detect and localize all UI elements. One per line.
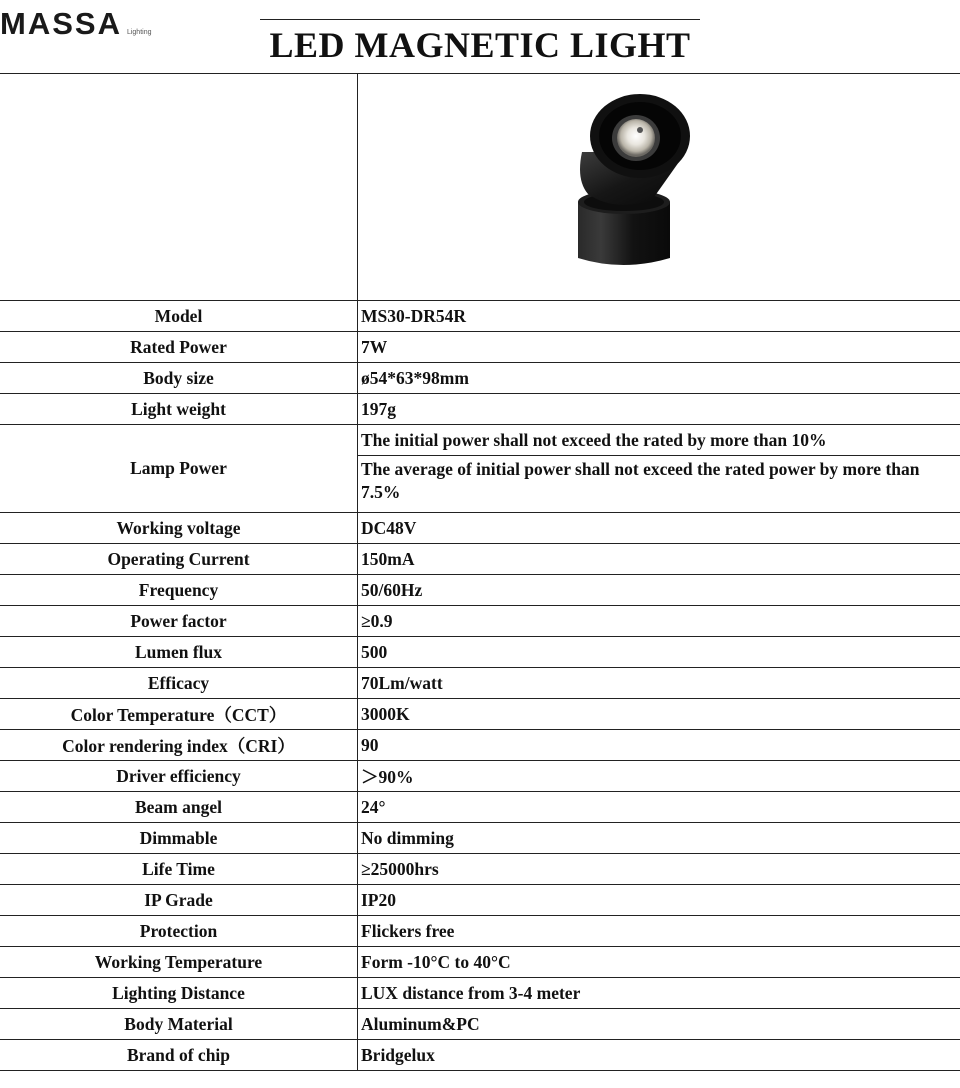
- spec-row-operating-current: [0, 544, 960, 575]
- spec-label-efficacy: Efficacy: [0, 668, 358, 699]
- page-title: LED MAGNETIC LIGHT: [269, 25, 691, 65]
- spec-row-color-temperature-cct: [0, 699, 960, 730]
- spec-value-lamp-power-2: The average of initial power shall not exceed the rated power by more than 7.5%: [358, 456, 960, 513]
- spec-row-working-temperature: [0, 947, 960, 978]
- brand-logo: [0, 6, 151, 40]
- spec-value-lighting-distance: LUX distance from 3-4 meter: [358, 978, 960, 1009]
- spec-table: [0, 73, 960, 1071]
- spec-value-color-temperature-cct: 3000K: [358, 699, 960, 730]
- spec-value-model: MS30-DR54R: [358, 301, 960, 332]
- spec-label-color-rendering-index-cri: Color rendering index（CRI）: [0, 730, 358, 761]
- header: [0, 0, 960, 74]
- spec-row-working-voltage: [0, 513, 960, 544]
- spec-value-rated-power: 7W: [358, 332, 960, 363]
- spec-value-brand-of-chip: Bridgelux: [358, 1040, 960, 1071]
- logo-text: MASSA: [0, 6, 122, 41]
- spec-label-operating-current: Operating Current: [0, 544, 358, 575]
- spec-row-body-size: [0, 363, 960, 394]
- spec-row-frequency: [0, 575, 960, 606]
- spec-value-working-voltage: DC48V: [358, 513, 960, 544]
- spec-row-color-rendering-index-cri: [0, 730, 960, 761]
- spec-value-body-material: Aluminum&PC: [358, 1009, 960, 1040]
- spec-value-dimmable: No dimming: [358, 823, 960, 854]
- spec-value-frequency: 50/60Hz: [358, 575, 960, 606]
- spec-row-protection: [0, 916, 960, 947]
- image-row-blank: [0, 74, 358, 301]
- spec-label-lumen-flux: Lumen flux: [0, 637, 358, 668]
- spec-label-working-temperature: Working Temperature: [0, 947, 358, 978]
- spec-label-power-factor: Power factor: [0, 606, 358, 637]
- lamp-icon: [574, 92, 704, 274]
- spec-label-rated-power: Rated Power: [0, 332, 358, 363]
- spec-row-ip-grade: [0, 885, 960, 916]
- spec-row-lighting-distance: [0, 978, 960, 1009]
- spec-value-power-factor: ≥0.9: [358, 606, 960, 637]
- spec-label-driver-efficiency: Driver efficiency: [0, 761, 358, 792]
- spec-label-lighting-distance: Lighting Distance: [0, 978, 358, 1009]
- spec-row-lamp-power-1: [0, 425, 960, 456]
- product-image-cell: [358, 74, 960, 301]
- spec-row-body-material: [0, 1009, 960, 1040]
- spec-value-beam-angel: 24°: [358, 792, 960, 823]
- spec-value-color-rendering-index-cri: 90: [358, 730, 960, 761]
- title-rule: [260, 19, 700, 20]
- spec-label-body-size: Body size: [0, 363, 358, 394]
- spec-value-body-size: ø54*63*98mm: [358, 363, 960, 394]
- spec-label-working-voltage: Working voltage: [0, 513, 358, 544]
- spec-row-light-weight: [0, 394, 960, 425]
- spec-value-driver-efficiency: ＞90%: [358, 761, 960, 792]
- spec-label-light-weight: Light weight: [0, 394, 358, 425]
- spec-row-model: [0, 301, 960, 332]
- spec-row-power-factor: [0, 606, 960, 637]
- spec-label-brand-of-chip: Brand of chip: [0, 1040, 358, 1071]
- spec-row-lumen-flux: [0, 637, 960, 668]
- spec-label-beam-angel: Beam angel: [0, 792, 358, 823]
- spec-value-life-time: ≥25000hrs: [358, 854, 960, 885]
- spec-row-efficacy: [0, 668, 960, 699]
- spec-value-ip-grade: IP20: [358, 885, 960, 916]
- spec-value-protection: Flickers free: [358, 916, 960, 947]
- spec-row-rated-power: [0, 332, 960, 363]
- spec-value-operating-current: 150mA: [358, 544, 960, 575]
- spec-label-model: Model: [0, 301, 358, 332]
- spec-value-efficacy: 70Lm/watt: [358, 668, 960, 699]
- spec-row-life-time: [0, 854, 960, 885]
- spec-row-brand-of-chip: [0, 1040, 960, 1071]
- spec-label-body-material: Body Material: [0, 1009, 358, 1040]
- spec-value-working-temperature: Form -10°C to 40°C: [358, 947, 960, 978]
- spec-label-protection: Protection: [0, 916, 358, 947]
- spec-row-beam-angel: [0, 792, 960, 823]
- spec-value-light-weight: 197g: [358, 394, 960, 425]
- spec-value-lamp-power-1: The initial power shall not exceed the rated by more than 10%: [358, 425, 960, 456]
- spec-value-lumen-flux: 500: [358, 637, 960, 668]
- spec-label-ip-grade: IP Grade: [0, 885, 358, 916]
- spec-label-life-time: Life Time: [0, 854, 358, 885]
- logo-subtext: Lighting: [126, 29, 152, 36]
- spec-label-lamp-power: Lamp Power: [0, 425, 358, 513]
- spec-label-frequency: Frequency: [0, 575, 358, 606]
- spec-label-dimmable: Dimmable: [0, 823, 358, 854]
- spec-label-color-temperature-cct: Color Temperature（CCT）: [0, 699, 358, 730]
- spec-row-dimmable: [0, 823, 960, 854]
- image-row: [0, 74, 960, 301]
- spec-row-driver-efficiency: [0, 761, 960, 792]
